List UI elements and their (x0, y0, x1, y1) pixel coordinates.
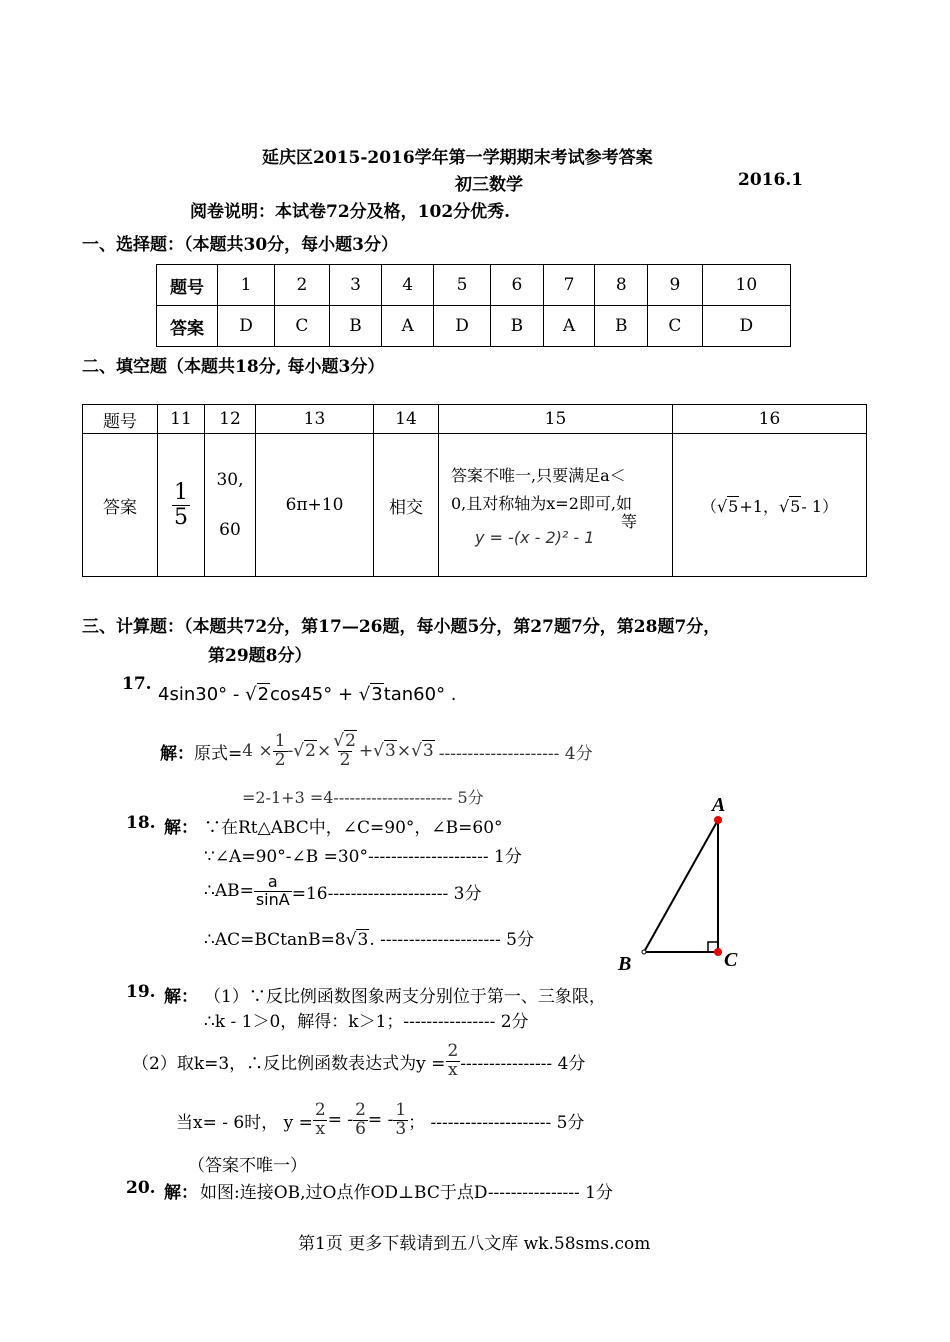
question-number: 20. (126, 1178, 156, 1198)
table-row (157, 265, 791, 306)
q20-line1: 如图:连接OB,过O点作OD⊥BC于点D---------------- 1分 (200, 1183, 613, 1203)
table-cell: 16 (673, 405, 867, 434)
table-cell: 题号 (157, 265, 218, 306)
table-cell: 12 (205, 405, 256, 434)
table-cell: 15 (439, 405, 673, 434)
table-cell: D (702, 306, 790, 347)
q18-line2: ∵∠A=90°-∠B =30°--------------------- 1分 (204, 847, 522, 867)
subject-title: 初三数学 (455, 175, 523, 195)
section2-heading: 二、填空题（本题共18分, 每小题3分） (82, 357, 385, 377)
answer-line: 答案不唯一,只要满足a＜ (451, 466, 626, 485)
table-cell: B (491, 306, 544, 347)
label-a: A (712, 794, 726, 816)
solution-label: 解： (164, 818, 198, 838)
grading-note: 阅卷说明：本试卷72分及格，102分优秀. (190, 202, 511, 222)
radicand: 5 (728, 496, 739, 516)
label-c: C (724, 949, 738, 971)
table-row (83, 434, 867, 577)
answer-line: 60 (219, 520, 241, 540)
fraction: $\frac{1}{2}$ (274, 730, 286, 770)
fraction: $\frac{√2}{2}$ (333, 730, 356, 770)
table-cell: 8 (595, 265, 648, 306)
section3-heading-line2: 第29题8分） (208, 646, 312, 666)
question-number: 18. (126, 813, 156, 833)
radicand: 5 (790, 496, 801, 516)
page-footer: 第1页 更多下载请到五八文库 wk.58sms.com (298, 1234, 651, 1254)
q19-line3: （2）取k=3，∴反比例函数表达式为y = $\frac{2}{x}$ ---------------- 4分 (132, 1040, 586, 1080)
table-cell: 相交 (374, 434, 439, 577)
table-cell: 7 (543, 265, 595, 306)
question-number: 19. (126, 982, 156, 1002)
q17-solution: 解： 原式= 4 × $\frac{1}{2}$ - √ 2 × $\frac{√2}{2}$ + √ 3 × √ 3 --------------------- 4分 (160, 730, 593, 770)
q18-line3: ∴AB= $\frac{a}{\sin A}$ =16--------------------- 3分 (204, 872, 482, 909)
table-cell: 5 (434, 265, 491, 306)
paren: （ (700, 496, 717, 516)
table-cell: C (275, 306, 330, 347)
answer-suffix: 等 (621, 512, 638, 531)
table-cell: 答案 (157, 306, 218, 347)
answer-part: +1， (739, 496, 779, 516)
question-number: 17. (122, 674, 152, 694)
section3-heading-line1: 三、计算题：（本题共72分，第17—26题，每小题5分，第27题7分，第28题7分， (82, 617, 721, 637)
table-cell: 2 (275, 265, 330, 306)
table-row (83, 405, 867, 434)
answer-line: 0,且对称轴为x=2即可,如 (451, 494, 632, 513)
solution-label: 解： (164, 987, 198, 1007)
table-cell (205, 434, 256, 577)
table-cell: 题号 (83, 405, 158, 434)
table-cell: 14 (374, 405, 439, 434)
table-cell: D (434, 306, 491, 347)
table-row (157, 306, 791, 347)
vertex-c (714, 948, 722, 956)
page-title: 延庆区2015-2016学年第一学期期末考试参考答案 (262, 148, 653, 168)
q17-step2: =2-1+3 =4---------------------- 5分 (242, 788, 484, 807)
solution-label: 解： (164, 1183, 198, 1203)
section1-heading: 一、选择题：（本题共30分，每小题3分） (82, 235, 398, 255)
answer-part: - 1） (801, 496, 839, 516)
table-cell: 10 (702, 265, 790, 306)
q17-expression: 4sin30° - √2cos45° + √3tan60° . (158, 684, 457, 705)
table-cell: B (329, 306, 382, 347)
fill-answer-table (82, 404, 867, 577)
formula: y = -(x - 2)² - 1 (475, 528, 595, 547)
q19-line4: 当x= - 6时， y = $\frac{2}{x}$ = - $\frac{2}{6}$ = - $\frac{1}{3}$ ； --------------------- 5分 (176, 1099, 585, 1139)
q19-note: （答案不唯一） (188, 1156, 307, 1176)
triangle-figure (600, 790, 760, 980)
table-cell: A (382, 306, 434, 347)
vertex-b (642, 950, 646, 954)
table-cell: 9 (648, 265, 703, 306)
table-cell: C (648, 306, 703, 347)
fraction: $\frac{1}{5}$ (174, 480, 188, 530)
label-b: B (618, 953, 632, 975)
q19-line2: ∴k - 1＞0，解得：k＞1；---------------- 2分 (204, 1012, 529, 1032)
q18-line4: ∴AC=BCtanB=8√3. --------------------- 5分 (204, 930, 534, 950)
table-cell: D (218, 306, 275, 347)
table-cell: 11 (158, 405, 205, 434)
answer-line: 30, (216, 470, 244, 490)
table-cell: A (543, 306, 595, 347)
table-cell: 13 (256, 405, 374, 434)
table-cell: 4 (382, 265, 434, 306)
side-ab (644, 820, 718, 952)
choice-answer-table (156, 264, 791, 347)
table-cell: 3 (329, 265, 382, 306)
table-cell: B (595, 306, 648, 347)
table-cell: 1 (218, 265, 275, 306)
exam-date: 2016.1 (738, 170, 804, 190)
answer-formula-row (451, 512, 672, 548)
table-cell: （√5+1，√5- 1） (673, 434, 867, 577)
table-cell: 答案 (83, 434, 158, 577)
table-cell: 6π+10 (256, 434, 374, 577)
table-cell (439, 434, 673, 577)
vertex-a (714, 816, 722, 824)
q19-line1: （1）∵反比例函数图象两支分别位于第一、三象限， (204, 987, 606, 1007)
table-cell: 6 (491, 265, 544, 306)
table-cell (158, 434, 205, 577)
q18-line1: ∵在Rt△ABC中，∠C=90°，∠B=60° (204, 818, 503, 838)
